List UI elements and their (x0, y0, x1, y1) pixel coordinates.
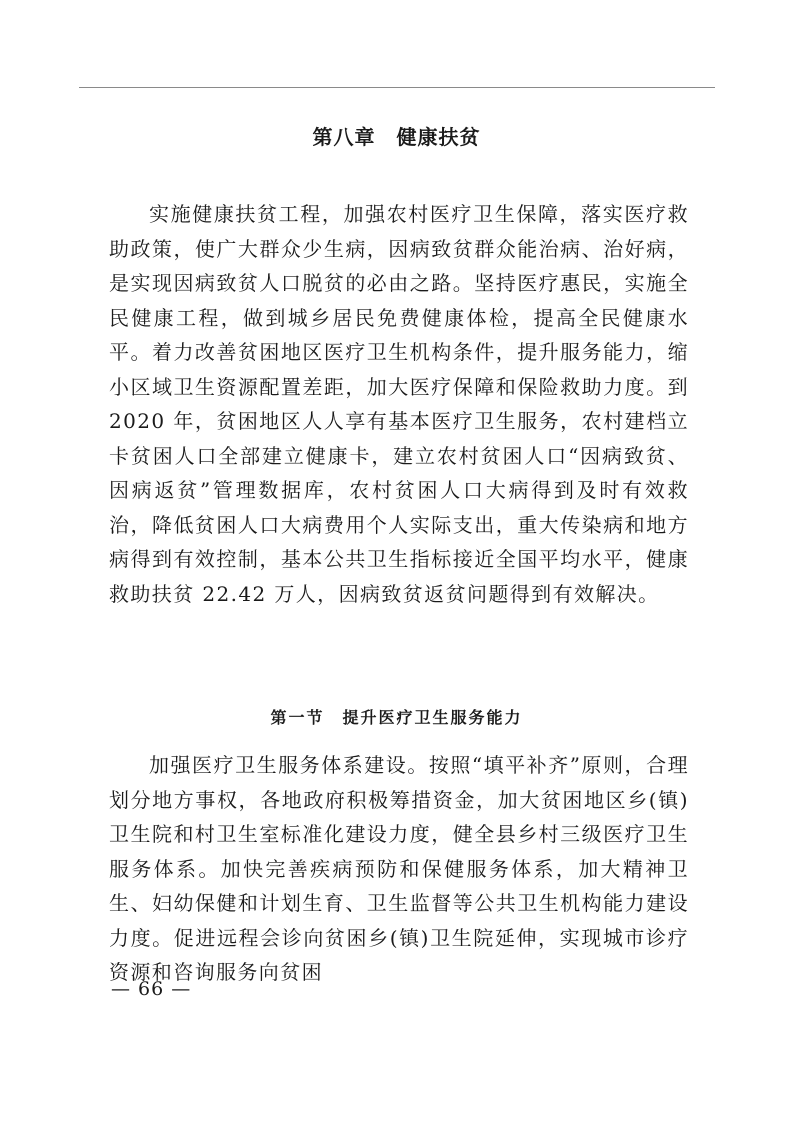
header-rule (79, 87, 715, 88)
intro-paragraph: 实施健康扶贫工程，加强农村医疗卫生保障，落实医疗救助政策，使广大群众少生病，因病致贫群众能治病、治好病，是实现因病致贫人口脱贫的必由之路。坚持医疗惠民，实施全民健康工程，做到城乡居民免费健康体检，提高全民健康水平。着力改善贫困地区医疗卫生机构条件，提升服务能力，缩小区域卫生资源配置差距，加大医疗保障和保险救助力度。到 2020 年，贫困地区人人享有基本医疗卫生服务，农村建档立卡贫困人口全部建立健康卡，建立农村贫困人口“因病致贫、因病返贫”管理数据库，农村贫困人口大病得到及时有效救治，降低贫困人口大病费用个人实际支出，重大传染病和地方病得到有效控制，基本公共卫生指标接近全国平均水平，健康救助扶贫 22.42 万人，因病致贫返贫问题得到有效解决。 (109, 202, 689, 606)
chapter-title: 第八章 健康扶贫 (312, 125, 481, 149)
page-number: — 66 — (111, 978, 192, 1000)
section-title: 第一节 提升医疗卫生服务能力 (270, 708, 523, 727)
section-paragraph: 加强医疗卫生服务体系建设。按照“填平补齐”原则，合理划分地方事权，各地政府积极筹措资金，加大贫困地区乡(镇)卫生院和村卫生室标准化建设力度，健全县乡村三级医疗卫生服务体系。加快完善疾病预防和保健服务体系，加大精神卫生、妇幼保健和计划生育、卫生监督等公共卫生机构能力建设力度。促进远程会诊向贫困乡(镇)卫生院延伸，实现城市诊疗资源和咨询服务向贫困 (109, 753, 689, 984)
